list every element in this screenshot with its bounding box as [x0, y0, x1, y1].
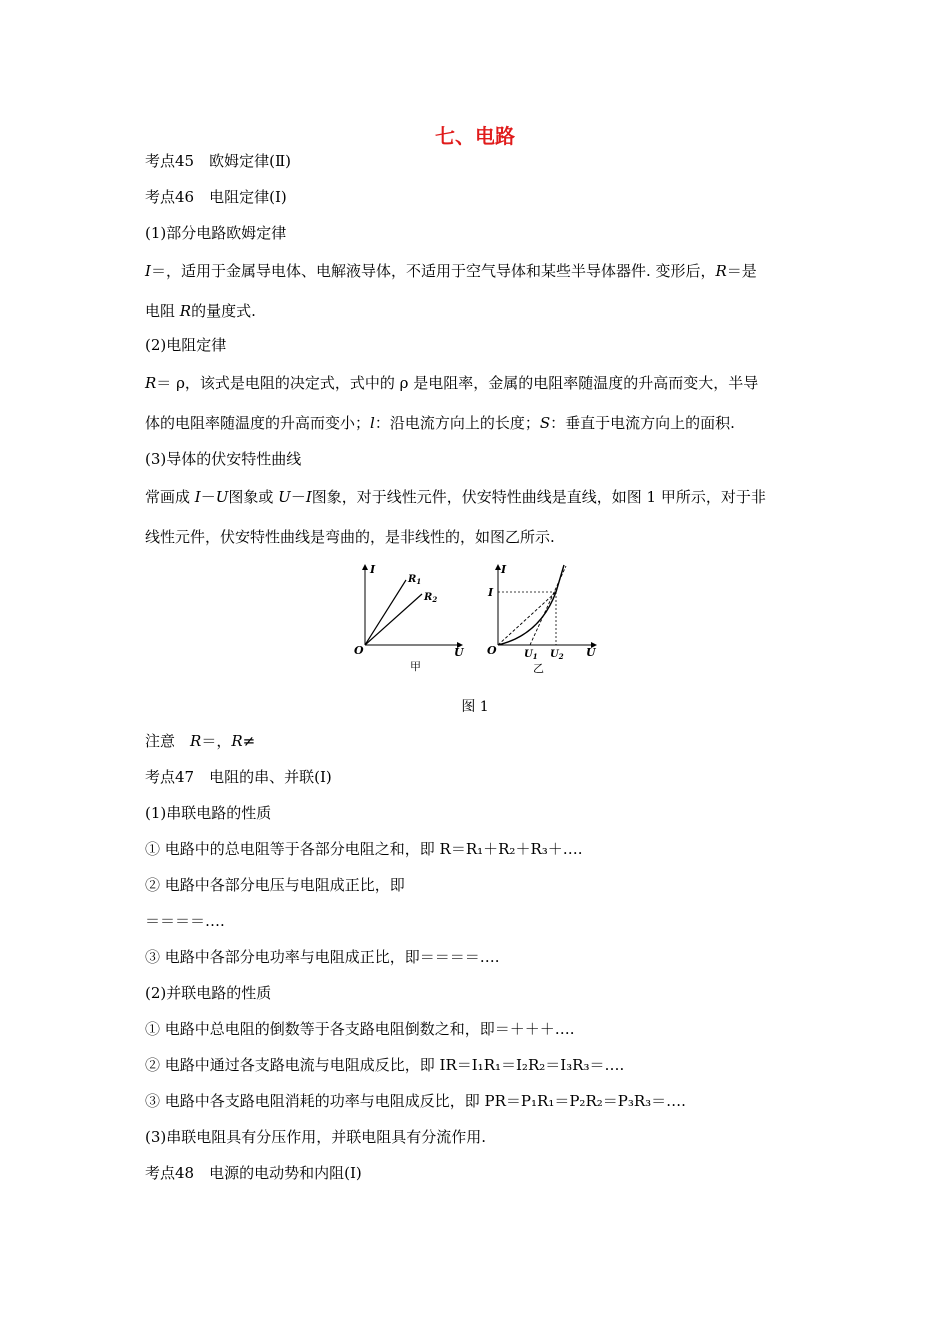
- eq: ＝: [150, 262, 166, 280]
- page-title: 七、电路: [435, 124, 515, 148]
- var-R: R: [715, 262, 727, 280]
- y-axis-label: I: [501, 563, 507, 576]
- divider-note: (3)串联电阻具有分压作用，并联电阻具有分流作用.: [145, 1128, 487, 1146]
- figure-caption: 图 1: [461, 699, 489, 715]
- eq-end: ＝是: [726, 262, 757, 280]
- ohm-law-text-2: [145, 300, 256, 322]
- text: 图象或: [228, 488, 279, 506]
- u2-label: $U_2$: [550, 649, 564, 661]
- r2-label: $R_2$: [424, 592, 438, 604]
- heading-ohm-law: (1)部分电路欧姆定律: [145, 224, 287, 242]
- series-item-3: ③ 电路中各部分电功率与电阻成正比，即＝＝＝＝….: [145, 948, 500, 966]
- parallel-item-1: ① 电路中总电阻的倒数等于各支路电阻倒数之和，即＝＋＋＋….: [145, 1020, 575, 1038]
- series-item-1: ① 电路中的总电阻等于各部分电阻之和，即 R＝R₁＋R₂＋R₃＋….: [145, 840, 583, 858]
- figure-1: [350, 560, 610, 680]
- text: 体的电阻率随温度的升高而变小；: [145, 414, 371, 432]
- series-item-2: ② 电路中各部分电压与电阻成正比，即: [145, 876, 405, 894]
- x-axis-label: U: [586, 646, 596, 659]
- y-axis-label: I: [370, 563, 376, 576]
- ohm-law-desc: ，适用于金属导电体、电解液导体，不适用于空气导体和某些半导体器件. 变形后，: [165, 262, 716, 280]
- topic-45: 考点45 欧姆定律(Ⅱ): [145, 152, 291, 170]
- topic-46: 考点46 电阻定律(Ⅰ): [145, 188, 287, 206]
- graph-jia: [354, 563, 465, 673]
- text: ≠: [242, 732, 256, 750]
- var-l: l: [370, 414, 375, 432]
- dash: －: [200, 488, 216, 506]
- heading-series: (1)串联电路的性质: [145, 804, 272, 822]
- resistance-law-text-2: [145, 412, 735, 434]
- parallel-item-2: ② 电路中通过各支路电流与电阻成反比，即 IR＝I₁R₁＝I₂R₂＝I₃R₃＝….: [145, 1056, 625, 1074]
- heading-resistance-law: (2)电阻定律: [145, 336, 227, 354]
- iv-curve: [498, 565, 564, 645]
- topic-48: 考点48 电源的电动势和内阻(Ⅰ): [145, 1164, 362, 1182]
- note-line: [145, 730, 255, 752]
- var-S: S: [539, 414, 551, 432]
- text: 常画成: [145, 488, 195, 506]
- text: ：沿电流方向上的长度；: [374, 414, 540, 432]
- series-item-2-eq: ＝＝＝＝….: [145, 912, 225, 930]
- iv-curve-text-2: 线性元件，伏安特性曲线是弯曲的，是非线性的，如图乙所示.: [145, 528, 555, 546]
- text: 的量度式.: [191, 302, 256, 320]
- var-R: R: [145, 374, 157, 392]
- text: ：垂直于电流方向上的面积.: [550, 414, 735, 432]
- heading-parallel: (2)并联电路的性质: [145, 984, 272, 1002]
- r1-label: $R_1$: [408, 574, 422, 586]
- y-tick-label: I: [488, 586, 494, 599]
- graph-yi: [487, 563, 597, 675]
- line-r1: [365, 580, 406, 645]
- iv-curve-text-1: [145, 486, 766, 508]
- text: 图象，对于线性元件，伏安特性曲线是直线，如图 1 甲所示，对于非: [311, 488, 766, 506]
- graph-label-jia: 甲: [410, 660, 421, 673]
- dash: －: [290, 488, 306, 506]
- line-r2: [365, 594, 422, 645]
- var-I: I: [194, 488, 201, 506]
- origin-label: O: [354, 644, 364, 657]
- origin-label: O: [487, 644, 497, 657]
- var-I: I: [145, 262, 151, 280]
- var-U: U: [215, 488, 229, 506]
- u1-label: $U_1$: [524, 649, 538, 661]
- var-R: R: [231, 732, 243, 750]
- text: 电阻: [145, 302, 180, 320]
- ohm-law-text-1: [145, 260, 757, 282]
- text: ＝ ρ，该式是电阻的决定式，式中的 ρ 是电阻率，金属的电阻率随温度的升高而变大，半导: [156, 374, 759, 392]
- x-axis-label: U: [454, 646, 464, 659]
- var-R: R: [179, 302, 192, 320]
- heading-iv-curve: (3)导体的伏安特性曲线: [145, 450, 302, 468]
- var-U: U: [278, 488, 291, 506]
- secant-dashed: [498, 592, 556, 645]
- text: 注意: [145, 732, 191, 750]
- text: ＝，: [201, 732, 232, 750]
- topic-47: 考点47 电阻的串、并联(Ⅰ): [145, 768, 332, 786]
- var-R: R: [190, 732, 202, 750]
- parallel-item-3: ③ 电路中各支路电阻消耗的功率与电阻成反比，即 PR＝P₁R₁＝P₂R₂＝P₃R₃＝….: [145, 1092, 686, 1110]
- resistance-law-text-1: [145, 372, 758, 394]
- graph-label-yi: 乙: [533, 662, 544, 675]
- var-I: I: [305, 488, 312, 506]
